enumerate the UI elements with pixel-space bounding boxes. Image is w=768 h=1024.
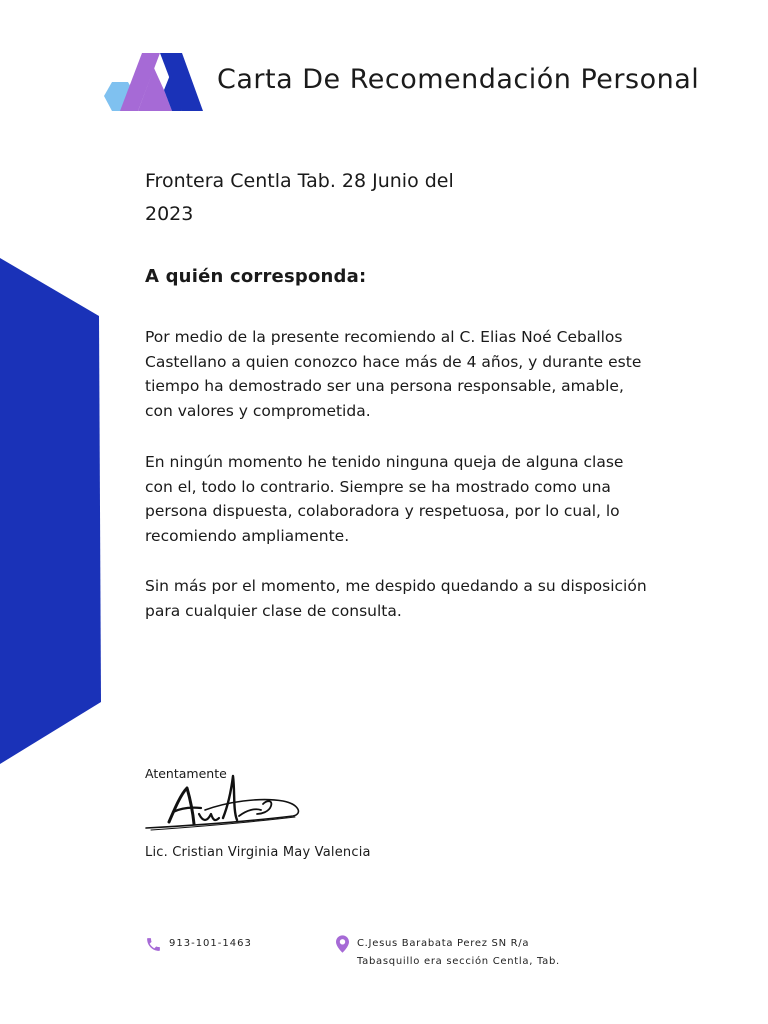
page-title: Carta De Recomendación Personal [217, 64, 700, 95]
phone-icon [145, 936, 162, 953]
body-paragraph-1: Por medio de la presente recomiendo al C. Elias Noé Ceballos Castellano a quien conozco hace más de 4 años, y durante este tiempo ha demostrado ser una persona responsable, amable, con valores y comprometida. [145, 328, 642, 420]
address-line-2: Tabasquillo era sección Centla, Tab. [357, 956, 560, 967]
location-pin-icon [336, 935, 349, 953]
letter-date: Frontera Centla Tab. 28 Junio del 2023 [145, 170, 454, 225]
address-line-1: C.Jesus Barabata Perez SN R/a [357, 938, 530, 949]
decorative-side-shape [0, 258, 102, 764]
phone-number: 913-101-1463 [169, 938, 252, 949]
body-paragraph-3: Sin más por el momento, me despido quedando a su disposición para cualquier clase de consulta. [145, 577, 647, 620]
closing: Atentamente [145, 766, 227, 781]
handwritten-signature [143, 770, 303, 834]
signer-name: Lic. Cristian Virginia May Valencia [145, 845, 371, 860]
salutation: A quién corresponda: [145, 266, 367, 287]
body-paragraph-2: En ningún momento he tenido ninguna queja de alguna clase con el, todo lo contrario. Siempre se ha mostrado como una persona dispuesta, colaboradora y respetuosa, por lo cual, lo recomiendo ampliamente. [145, 453, 624, 545]
letter-m-logo-icon [102, 50, 206, 112]
